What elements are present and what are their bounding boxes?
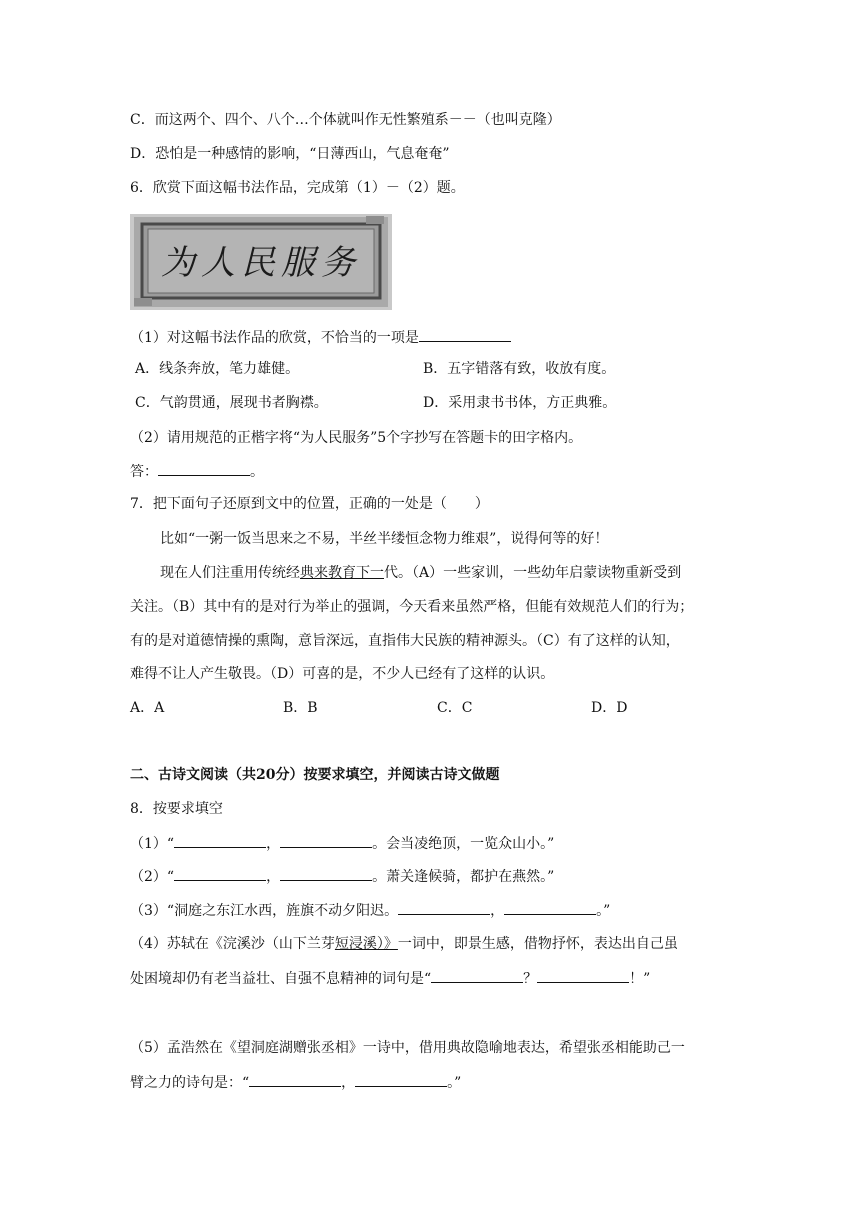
q7-paragraph-line-1: 现在人们注重用传统经典来教育下一代。（A）一些家训，一些幼年启蒙读物重新受到 [160,565,682,581]
q7-option-a: A．A [130,700,165,716]
section-2-title: 二、古诗文阅读（共20分）按要求填空，并阅读古诗文做题 [130,767,500,783]
q6-sub1: （1）对这幅书法作品的欣赏，不恰当的一项是 [130,327,511,348]
q7-paragraph-line-2: 关注。（B）其中有的是对行为举止的强调，今天看来虽然严格，但能有效规范人们的行为； [130,599,694,615]
q8-item-1: （1）“ ， 。会当凌绝顶，一览众山小。” [130,833,554,854]
q7-paragraph-line-4: 难得不让人产生敬畏。（D）可喜的是，不少人已经有了这样的认识。 [130,666,555,682]
q8-item-2: （2）“ ， 。萧关逢候骑，都护在燕然。” [130,866,554,887]
q6-option-c: C．气韵贯通，展现书者胸襟。 [135,395,328,411]
q5-option-c: C．而这两个、四个、八个…个体就叫作无性繁殖系－－（也叫克隆） [130,112,561,128]
q7-option-d: D．D [591,700,628,716]
question-6-stem: 6．欣赏下面这幅书法作品，完成第（1）－（2）题。 [130,180,465,196]
q8-item-5-line-2: 臂之力的诗句是：“ ， 。” [130,1072,461,1093]
calligraphy-text: 为人民服务 [161,243,361,283]
q6-option-d: D．采用隶书书体，方正典雅。 [423,395,617,411]
q5-option-d: D．恐怕是一种感情的影响，“日薄西山，气息奄奄” [130,146,450,162]
q7-paragraph-line-3: 有的是对道德情操的熏陶，意旨深远，直指伟大民族的精神源头。（C）有了这样的认知， [130,633,680,649]
q6-answer-line: 答： 。 [130,461,264,482]
q8-item-5-line-1: （5）孟浩然在《望洞庭湖赠张丞相》一诗中，借用典故隐喻地表达，希望张丞相能助己一 [130,1040,685,1056]
calligraphy-image [130,214,392,310]
q7-option-c: C．C [437,700,473,716]
q6-option-a: A．线条奔放，笔力雄健。 [135,361,300,377]
q6-option-b: B．五字错落有致，收放有度。 [423,361,616,377]
question-8-stem: 8．按要求填空 [130,801,223,817]
q6-sub2: （2）请用规范的正楷字将“为人民服务”5个字抄写在答题卡的田字格内。 [130,430,583,446]
q8-item-4-line-2: 处困境却仍有老当益壮、自强不息精神的词句是“ ？ ！” [130,968,650,989]
q7-sentence: 比如“一粥一饭当思来之不易，半丝半缕恒念物力维艰”，说得何等的好！ [160,531,609,547]
question-7-stem: 7．把下面句子还原到文中的位置，正确的一处是（ ） [130,496,489,512]
q8-item-4-line-1: （4）苏轼在《浣溪沙（山下兰芽短浸溪）》一词中，即景生感，借物抒怀，表达出自己虽 [130,936,678,952]
q8-item-3: （3）“洞庭之东江水西，旌旗不动夕阳迟。 ， 。” [130,900,610,921]
q7-option-b: B．B [283,700,318,716]
